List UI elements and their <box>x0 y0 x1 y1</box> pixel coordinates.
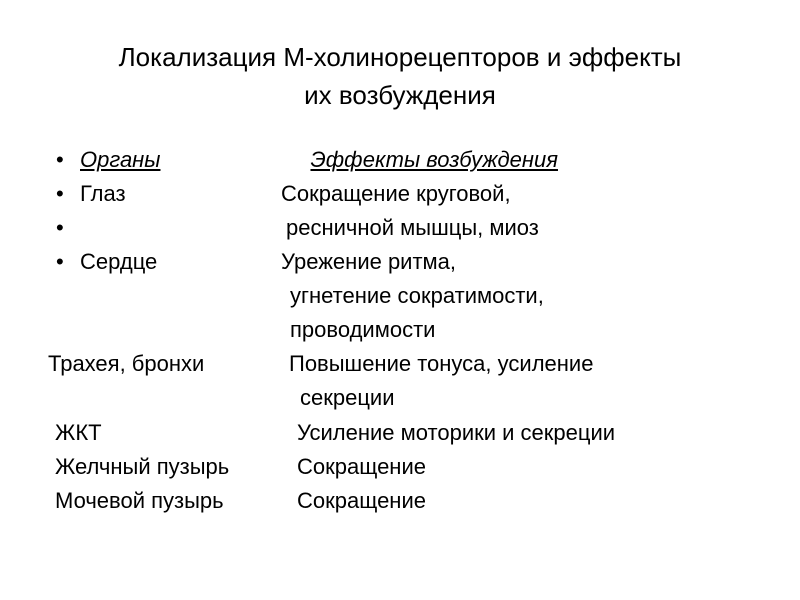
effect-eye-1: Сокращение круговой, <box>281 181 511 206</box>
header-effects-label: Эффекты возбуждения <box>310 147 558 172</box>
organ-gallbladder: Желчный пузырь <box>55 454 230 479</box>
organ-heart: Сердце <box>80 249 158 274</box>
effect-trachea-2: секреции <box>300 385 395 410</box>
bullet-marker: • <box>56 215 64 240</box>
effect-bladder-1: Сокращение <box>297 488 426 513</box>
organ-bladder: Мочевой пузырь <box>55 488 224 513</box>
header-organs <box>80 146 625 174</box>
effect-trachea-1: Повышение тонуса, усиление <box>289 351 594 376</box>
title-line-1: Локализация М-холинорецепторов и эффекты <box>118 42 682 72</box>
title-line-2: их возбуждения <box>304 80 496 110</box>
effect-heart-3: проводимости <box>290 317 436 342</box>
effect-gi-1: Усиление моторики и секреции <box>297 420 616 445</box>
bullet-marker: • <box>56 181 64 206</box>
effect-eye-2: ресничной мышцы, миоз <box>286 215 539 240</box>
slide-title <box>0 38 800 114</box>
effect-heart-1: Урежение ритма, <box>281 249 457 274</box>
bullet-marker: • <box>56 249 64 274</box>
bullet-marker: • <box>56 147 64 172</box>
header-organs-label: Органы <box>80 147 161 172</box>
organ-trachea: Трахея, бронхи <box>48 351 205 376</box>
effect-heart-2: угнетение сократимости, <box>290 283 544 308</box>
organ-eye: Глаз <box>80 181 126 206</box>
effect-gallbladder-1: Сокращение <box>297 454 426 479</box>
organ-gi: ЖКТ <box>55 420 102 445</box>
